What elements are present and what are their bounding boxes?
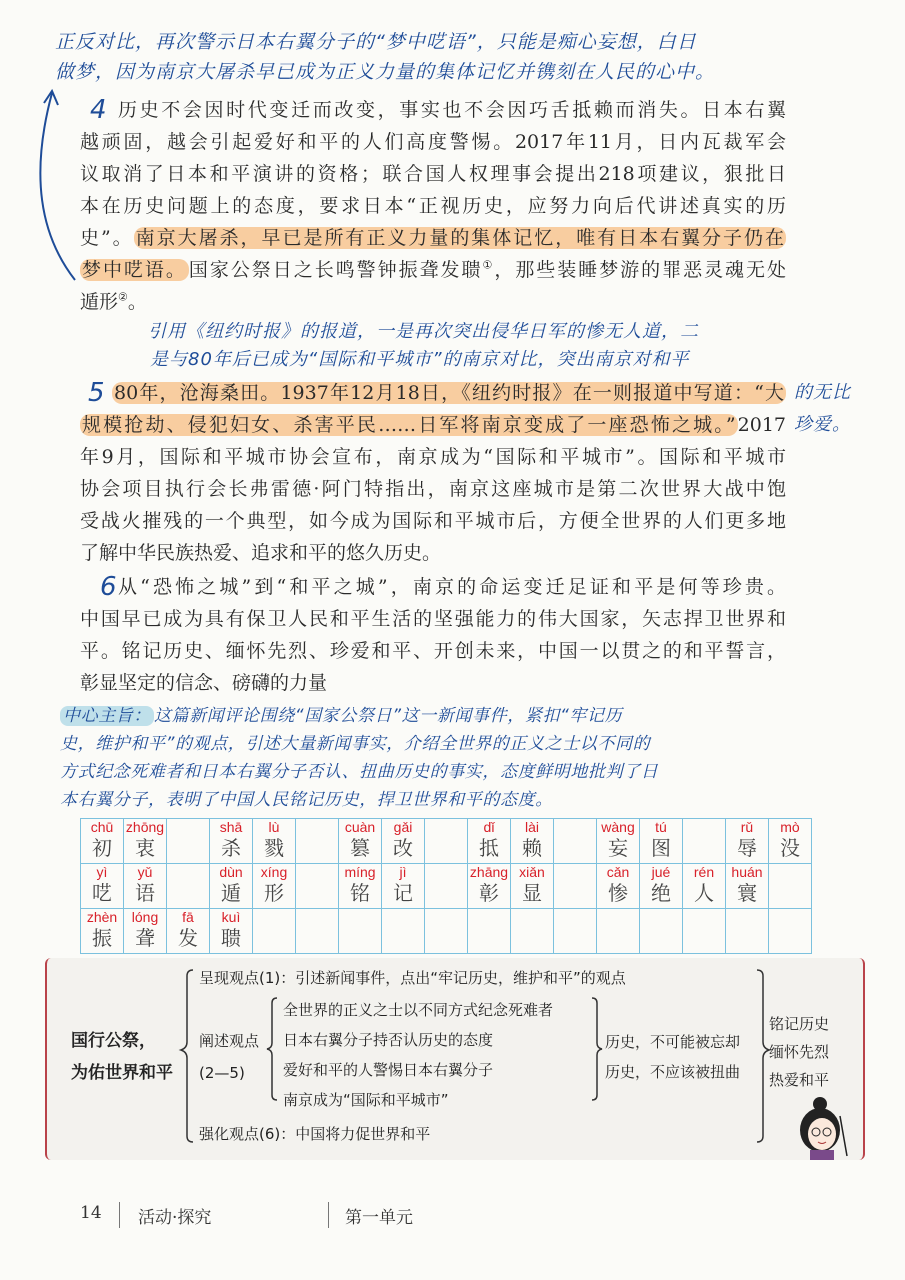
character	[597, 925, 639, 951]
brace-icons	[47, 958, 863, 1160]
pinyin: chū	[90, 819, 114, 835]
pinyin	[296, 819, 338, 835]
page-number: 14	[80, 1203, 102, 1223]
grid-cell	[339, 819, 382, 864]
grid-row	[81, 864, 812, 909]
character	[554, 880, 596, 906]
grid-cell	[511, 819, 554, 864]
pinyin: cǎn	[606, 864, 630, 880]
pinyin: zhōng	[125, 819, 165, 835]
handwritten-note: 珍爱。	[794, 414, 851, 435]
diagram-theme: 热爱和平	[769, 1071, 830, 1089]
grid-cell	[597, 864, 640, 909]
text: 史”。	[80, 227, 134, 249]
character	[382, 925, 424, 951]
body-line	[80, 223, 786, 253]
text: ，那些装睡梦游的罪恶灵魂无处	[494, 259, 786, 281]
grid-row	[81, 819, 812, 864]
grid-cell	[640, 909, 683, 954]
diagram-title: 国行公祭，	[71, 1031, 156, 1051]
character: 图	[651, 836, 671, 860]
character	[167, 880, 209, 906]
character	[640, 925, 682, 951]
pinyin	[769, 864, 811, 880]
grid-cell	[296, 864, 339, 909]
grid-cell	[640, 819, 683, 864]
pinyin	[683, 819, 725, 835]
pinyin	[167, 864, 209, 880]
pinyin: yǔ	[137, 864, 153, 880]
character: 抵	[479, 836, 499, 860]
divider	[119, 1202, 120, 1228]
grid-cell	[726, 864, 769, 909]
grid-cell	[726, 909, 769, 954]
pinyin: kuì	[221, 909, 241, 925]
pinyin	[597, 909, 639, 925]
character	[554, 925, 596, 951]
body-line: 议取消了日本和平演讲的资格；联合国人权理事会提出218项建议，狠批日	[80, 163, 786, 185]
pinyin: mò	[780, 819, 800, 835]
pinyin	[769, 909, 811, 925]
body-line: 历史不会因时代变迁而改变，事实也不会因巧舌抵赖而消失。日本右翼	[118, 99, 786, 121]
character	[339, 925, 381, 951]
character	[769, 925, 811, 951]
grid-cell	[124, 864, 167, 909]
pinyin: rǔ	[740, 819, 754, 835]
pinyin: míng	[344, 864, 376, 880]
grid-cell	[167, 864, 210, 909]
character	[726, 925, 768, 951]
pinyin	[382, 909, 424, 925]
character: 聋	[135, 926, 155, 950]
pinyin	[554, 819, 596, 835]
pinyin: xíng	[260, 864, 288, 880]
grid-cell	[468, 819, 511, 864]
cartoon-girl-icon	[792, 1096, 852, 1160]
pinyin: wàng	[601, 819, 635, 835]
diagram-title: 为佑世界和平	[71, 1063, 173, 1083]
grid-cell	[124, 819, 167, 864]
character: 辱	[737, 836, 757, 860]
pinyin: gǎi	[393, 819, 413, 835]
footnote-marker[interactable]: ②	[118, 290, 128, 304]
body-line	[112, 378, 786, 408]
character: 形	[264, 881, 284, 905]
character	[511, 925, 553, 951]
body-line: 彰显坚定的信念、磅礴的力量	[80, 672, 328, 694]
pinyin	[511, 909, 553, 925]
footnote-marker[interactable]: ①	[482, 258, 495, 272]
paragraph-number: 5	[88, 378, 105, 408]
highlighted-text: 梦中呓语。	[82, 259, 187, 281]
body-line: 协会项目执行会长弗雷德·阿门特指出，南京这座城市是第二次世界大战中饱	[80, 478, 786, 500]
text: 这篇新闻评论围绕“国家公祭日”这一新闻事件，紧扣“牢记历	[154, 706, 623, 726]
character: 没	[780, 836, 800, 860]
grid-cell	[597, 909, 640, 954]
grid-cell	[425, 909, 468, 954]
right-brace-icon	[757, 970, 769, 1142]
summary-line: 本右翼分子，表明了中国人民铭记历史，捍卫世界和平的态度。	[60, 790, 553, 810]
grid-cell	[253, 909, 296, 954]
pinyin: lài	[524, 819, 539, 835]
character: 妄	[608, 836, 628, 860]
grid-cell	[640, 864, 683, 909]
character: 聩	[221, 926, 241, 950]
diagram-theme: 铭记历史	[769, 1015, 830, 1033]
grid-cell	[382, 819, 425, 864]
character	[468, 925, 510, 951]
pinyin: rén	[693, 864, 715, 880]
pinyin: dǐ	[483, 819, 495, 835]
pinyin: shā	[219, 819, 243, 835]
character: 彰	[479, 881, 499, 905]
diagram-item: 南京成为“国际和平城市”	[283, 1091, 449, 1109]
character: 衷	[135, 836, 155, 860]
pinyin: tú	[655, 819, 667, 835]
character: 绝	[651, 881, 671, 905]
grid-cell	[769, 864, 812, 909]
grid-cell	[554, 864, 597, 909]
divider	[328, 1202, 329, 1228]
summary-line: 方式纪念死难者和日本右翼分子否认、扭曲历史的事实，态度鲜明地批判了日	[60, 762, 659, 782]
character	[296, 925, 338, 951]
grid-cell	[253, 864, 296, 909]
text: 。	[127, 291, 147, 313]
highlighted-text: 南京大屠杀，早已是所有正义力量的集体记忆，唯有日本右翼分子仍在	[135, 227, 784, 249]
pinyin	[253, 909, 295, 925]
character: 显	[522, 881, 542, 905]
grid-cell	[726, 819, 769, 864]
diagram-theme: 缅怀先烈	[769, 1043, 830, 1061]
paragraph-number: 6	[100, 572, 117, 602]
diagram-conclusion: 历史，不可能被忘却	[605, 1033, 741, 1051]
unit-label: 第一单元	[345, 1208, 413, 1228]
character	[683, 835, 725, 861]
pinyin: yì	[96, 864, 108, 880]
pinyin	[468, 909, 510, 925]
body-line: 年9月，国际和平城市协会宣布，南京成为“国际和平城市”。国际和平城市	[80, 446, 786, 468]
character: 戮	[264, 836, 284, 860]
pinyin	[554, 864, 596, 880]
diagram-item: 日本右翼分子持否认历史的态度	[283, 1031, 494, 1049]
pinyin: lù	[268, 819, 280, 835]
pinyin: zhāng	[469, 864, 509, 880]
text: 遁形	[80, 291, 119, 313]
grid-cell	[210, 909, 253, 954]
pinyin: huán	[731, 864, 763, 880]
pinyin	[640, 909, 682, 925]
diagram-strengthen: 强化观点(6)：中国将力促世界和平	[199, 1125, 431, 1143]
pinyin	[296, 909, 338, 925]
grid-cell	[511, 864, 554, 909]
character: 寰	[737, 881, 757, 905]
vocabulary-grid	[80, 818, 812, 954]
highlighted-text: 规模抢劫、侵犯妇女、杀害平民……日军将南京变成了一座恐怖之城。”	[82, 414, 736, 436]
summary-line	[60, 702, 622, 730]
handwritten-note: 做梦，因为南京大屠杀早已成为正义力量的集体记忆并镌刻在人民的心中。	[55, 61, 716, 83]
pinyin: xiǎn	[519, 864, 545, 880]
grid-cell	[425, 819, 468, 864]
grid-row	[81, 909, 812, 954]
diagram-conclusion: 历史，不应该被扭曲	[605, 1063, 741, 1081]
body-line	[80, 287, 147, 317]
character: 赖	[522, 836, 542, 860]
grid-cell	[296, 909, 339, 954]
character	[683, 925, 725, 951]
character	[769, 880, 811, 906]
grid-cell	[81, 909, 124, 954]
character	[425, 880, 467, 906]
grid-cell	[769, 819, 812, 864]
character: 记	[393, 881, 413, 905]
summary-line: 史，维护和平”的观点，引述大量新闻事实，介绍全世界的正义之士以不同的	[60, 734, 651, 754]
inner-right-brace-icon	[592, 998, 602, 1100]
left-brace-icon	[181, 970, 193, 1142]
grid-cell	[167, 819, 210, 864]
character: 人	[694, 881, 714, 905]
pinyin: fā	[182, 909, 194, 925]
character	[425, 925, 467, 951]
handwritten-note: 正反对比，再次警示日本右翼分子的“梦中呓语”，只能是痴心妄想，白日	[55, 31, 697, 53]
grid-cell	[683, 909, 726, 954]
character: 呓	[92, 881, 112, 905]
character: 篡	[350, 836, 370, 860]
pinyin	[425, 819, 467, 835]
pinyin: cuàn	[344, 819, 376, 835]
grid-cell	[468, 909, 511, 954]
character: 惨	[608, 881, 628, 905]
diagram-present: 呈现观点(1)：引述新闻事件，点出“牢记历史，维护和平”的观点	[199, 969, 626, 987]
handwritten-note: 是与80年后已成为“国际和平城市”的南京对比，突出南京对和平	[150, 349, 690, 370]
grid-cell	[554, 909, 597, 954]
pinyin: jì	[399, 864, 407, 880]
grid-cell	[597, 819, 640, 864]
pinyin: zhèn	[86, 909, 118, 925]
grid-cell	[425, 864, 468, 909]
grid-cell	[296, 819, 339, 864]
grid-cell	[382, 864, 425, 909]
body-line: 受战火摧残的一个典型，如今成为国际和平城市后，方便全世界的人们更多地	[80, 510, 786, 532]
pinyin	[726, 909, 768, 925]
character	[296, 835, 338, 861]
grid-cell	[81, 864, 124, 909]
character: 改	[393, 836, 413, 860]
diagram-elaborate-range: (2—5)	[199, 1064, 245, 1082]
grid-cell	[468, 864, 511, 909]
text: 2017	[737, 414, 786, 436]
paragraph-number: 4	[90, 95, 107, 125]
grid-cell	[210, 819, 253, 864]
diagram-item: 爱好和平的人警惕日本右翼分子	[283, 1061, 494, 1079]
character: 初	[92, 836, 112, 860]
section-label: 活动·探究	[138, 1208, 212, 1228]
handwritten-note: 的无比	[794, 382, 851, 403]
character	[167, 835, 209, 861]
pinyin: lóng	[131, 909, 159, 925]
handwritten-note: 引用《纽约时报》的报道，一是再次突出侵华日军的惨无人道，二	[148, 321, 699, 342]
diagram-item: 全世界的正义之士以不同方式纪念死难者	[283, 1001, 554, 1019]
body-line	[80, 255, 786, 285]
character: 铭	[350, 881, 370, 905]
grid-cell	[339, 909, 382, 954]
pinyin	[339, 909, 381, 925]
pinyin	[296, 864, 338, 880]
character	[425, 835, 467, 861]
grid-cell	[683, 819, 726, 864]
pinyin	[554, 909, 596, 925]
body-line: 中国早已成为具有保卫人民和平生活的坚强能力的伟大国家，矢志捍卫世界和	[80, 608, 786, 630]
pinyin	[167, 819, 209, 835]
text: 国家公祭日之长鸣警钟振聋发聩	[188, 259, 483, 281]
grid-cell	[382, 909, 425, 954]
character	[554, 835, 596, 861]
grid-cell	[511, 909, 554, 954]
character	[253, 925, 295, 951]
highlighted-text: 80年，沧海桑田。1937年12月18日，《纽约时报》在一则报道中写道：“大	[114, 382, 784, 404]
pinyin	[425, 909, 467, 925]
body-line: 越顽固，越会引起爱好和平的人们高度警惕。2017年11月，日内瓦裁军会	[80, 131, 786, 153]
pinyin	[425, 864, 467, 880]
grid-cell	[210, 864, 253, 909]
body-line: 了解中华民族热爱、追求和平的悠久历史。	[80, 542, 442, 564]
pinyin: dùn	[219, 864, 243, 880]
grid-cell	[554, 819, 597, 864]
character: 杀	[221, 836, 241, 860]
grid-cell	[253, 819, 296, 864]
character: 振	[92, 926, 112, 950]
inner-brace-icon	[267, 998, 277, 1100]
pinyin	[683, 909, 725, 925]
grid-cell	[124, 909, 167, 954]
diagram-elaborate-label: 阐述观点	[199, 1032, 260, 1050]
pinyin: jué	[651, 864, 671, 880]
character	[296, 880, 338, 906]
summary-label: 中心主旨：	[60, 706, 154, 726]
character: 发	[178, 926, 198, 950]
grid-cell	[167, 909, 210, 954]
body-line: 本在历史问题上的态度，要求日本“正视历史，应努力向后代讲述真实的历	[80, 195, 786, 217]
grid-cell	[339, 864, 382, 909]
character: 语	[135, 881, 155, 905]
grid-cell	[683, 864, 726, 909]
character: 遁	[221, 881, 241, 905]
body-line	[80, 410, 786, 440]
grid-cell	[769, 909, 812, 954]
structure-diagram	[45, 958, 865, 1160]
body-line: 从“恐怖之城”到“和平之城”，南京的命运变迁足证和平是何等珍贵。	[118, 576, 786, 598]
body-line: 平。铭记历史、缅怀先烈、珍爱和平、开创未来，中国一以贯之的和平誓言，	[80, 640, 786, 662]
grid-cell	[81, 819, 124, 864]
